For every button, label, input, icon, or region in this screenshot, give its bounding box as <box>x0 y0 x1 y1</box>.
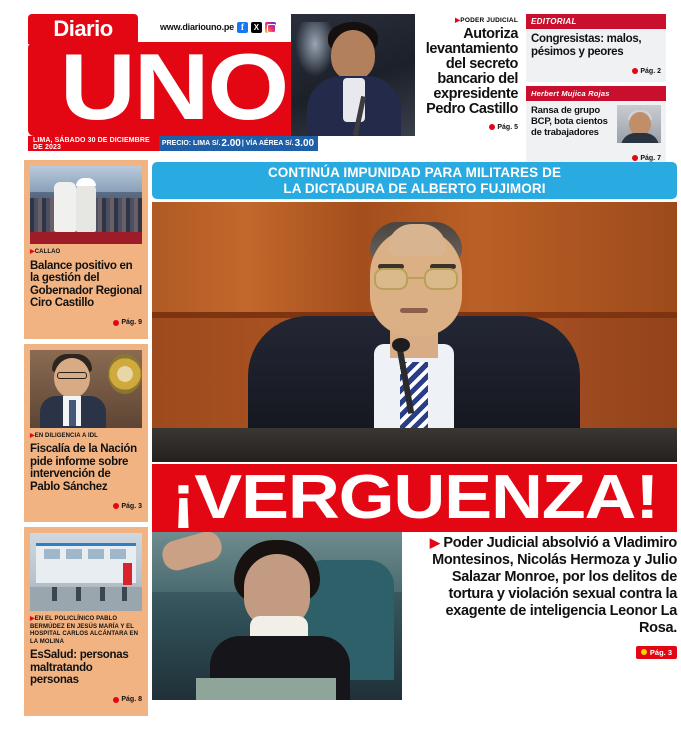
facebook-icon[interactable] <box>237 22 248 33</box>
price-lima-value: 2.00 <box>221 138 241 149</box>
main-lead-text: Poder Judicial absolvió a Vladimiro Montesinos, Nicolás Hermoza y Julio Salazar Monroe, por los delitos de tortura y violación sexual contra la exagente de inteligencia Leonor La Rosa. <box>432 535 677 636</box>
ciro-castillo-crowd-photo <box>30 166 142 244</box>
page-ref-label: Pág. 7 <box>640 154 661 162</box>
page-ref-label: Pág. 5 <box>497 123 518 131</box>
main-headline <box>152 464 677 532</box>
columnist-page-ref[interactable] <box>632 155 661 162</box>
page-dot-icon <box>632 155 638 161</box>
essalud-clinic-photo <box>30 533 142 611</box>
page-dot-icon <box>113 320 119 326</box>
masthead-diario-label: Diario <box>53 16 113 41</box>
page-ref-label: Pág. 2 <box>640 67 661 75</box>
website-url[interactable]: www.diariouno.pe <box>160 22 234 32</box>
vladimiro-montesinos-courtroom-photo <box>152 202 677 462</box>
masthead <box>28 14 318 156</box>
masthead-uno-logo <box>28 42 318 136</box>
issue-date: LIMA, SÁBADO 30 DE DICIEMBRE DE 2023 <box>28 136 159 151</box>
herbert-mujica-rojas-portrait <box>617 105 661 143</box>
price-prefix-label: PRECIO: LIMA S/. <box>161 140 221 147</box>
sidebar-kicker-fiscalia: ▶EN DILIGENCIA A IDL <box>30 432 98 439</box>
price-mid-label: | VÍA AÉREA S/. <box>241 140 294 147</box>
sidebar-page-ref-essalud[interactable] <box>113 696 142 703</box>
triangle-bullet-icon: ▶ <box>455 17 461 24</box>
triangle-bullet-icon: ▶ <box>30 616 35 622</box>
main-headline-text: ¡VERGUENZA! <box>171 464 658 532</box>
page-dot-icon <box>489 124 495 130</box>
main-banner-line1: CONTINÚA IMPUNIDAD PARA MILITARES DE <box>267 165 562 180</box>
columnist-headline[interactable]: Ransa de grupo BCP, bota cientos de trabajadores <box>531 105 608 138</box>
editorial-label: EDITORIAL <box>526 14 666 29</box>
sidebar-title-fiscalia[interactable]: Fiscalía de la Nación pide informe sobre intervención de Pablo Sánchez <box>30 443 137 493</box>
page-ref-label: Pág. 9 <box>121 319 142 326</box>
page-dot-icon <box>113 503 119 509</box>
masthead-diario-tab <box>28 14 138 44</box>
page-dot-icon <box>632 68 638 74</box>
poder-judicial-headline[interactable]: Autoriza levantamiento del secreto bancario del expresidente Pedro Castillo <box>425 26 518 117</box>
main-lead-block <box>414 534 677 702</box>
triangle-bullet-icon: ▶ <box>30 249 35 255</box>
instagram-icon[interactable] <box>265 22 276 33</box>
sidebar-page-ref-callao[interactable] <box>113 319 142 326</box>
website-and-social <box>160 20 295 34</box>
poder-judicial-page-ref[interactable] <box>489 124 518 131</box>
sidebar-item-fiscalia[interactable] <box>24 344 148 523</box>
main-banner-line2: LA DICTADURA DE ALBERTO FUJIMORI <box>283 180 546 196</box>
poder-judicial-kicker: ▶PODER JUDICIAL <box>455 17 518 24</box>
main-banner <box>152 162 677 199</box>
sidebar-kicker-essalud: ▶EN EL POLICLÍNICO PABLO BERMÚDEZ EN JESÚS MARÍA Y EL HOSPITAL CARLOS ALCÁNTARA EN LA MOLINA <box>30 616 139 645</box>
masthead-infobar <box>28 136 318 151</box>
main-lead-paragraph <box>414 534 677 637</box>
pedro-castillo-photo <box>291 14 415 136</box>
columnist-author: Herbert Mujica Rojas <box>526 86 666 101</box>
sidebar-item-essalud[interactable] <box>24 527 148 716</box>
left-sidebar <box>24 160 148 735</box>
top-section <box>0 0 681 160</box>
right-opinion-column <box>526 14 666 162</box>
triangle-bullet-icon: ▶ <box>30 432 35 439</box>
sidebar-title-essalud[interactable]: EsSalud: personas maltratando personas <box>30 649 129 686</box>
page-ref-label: Pág. 3 <box>649 647 672 657</box>
main-story <box>152 162 681 740</box>
x-icon[interactable] <box>251 22 262 33</box>
leonor-la-rosa-hospital-photo <box>152 532 402 700</box>
triangle-bullet-icon: ▶ <box>429 535 440 550</box>
pablo-sanchez-portrait-photo <box>30 350 142 428</box>
editorial-page-ref[interactable] <box>632 68 661 75</box>
poder-judicial-text <box>415 16 520 142</box>
sidebar-item-callao[interactable] <box>24 160 148 339</box>
poder-judicial-story[interactable] <box>291 14 520 144</box>
page-dot-icon <box>113 697 119 703</box>
columnist-box[interactable] <box>526 86 666 169</box>
sidebar-kicker-callao: ▶CALLAO <box>30 249 61 255</box>
page-ref-label: Pág. 3 <box>121 502 142 510</box>
editorial-headline[interactable]: Congresistas: malos, pésimos y peores <box>531 33 642 58</box>
sidebar-title-callao[interactable]: Balance positivo en la gestión del Gobernador Regional Ciro Castillo <box>30 259 142 309</box>
editorial-box[interactable] <box>526 14 666 82</box>
masthead-uno-label: UNO <box>59 42 287 136</box>
sidebar-page-ref-fiscalia[interactable] <box>113 503 142 510</box>
page-dot-icon <box>641 649 647 655</box>
main-page-ref[interactable] <box>636 646 677 659</box>
price-air-value: 3.00 <box>294 138 315 149</box>
page-ref-label: Pág. 8 <box>121 696 142 703</box>
main-banner-text <box>268 165 561 196</box>
